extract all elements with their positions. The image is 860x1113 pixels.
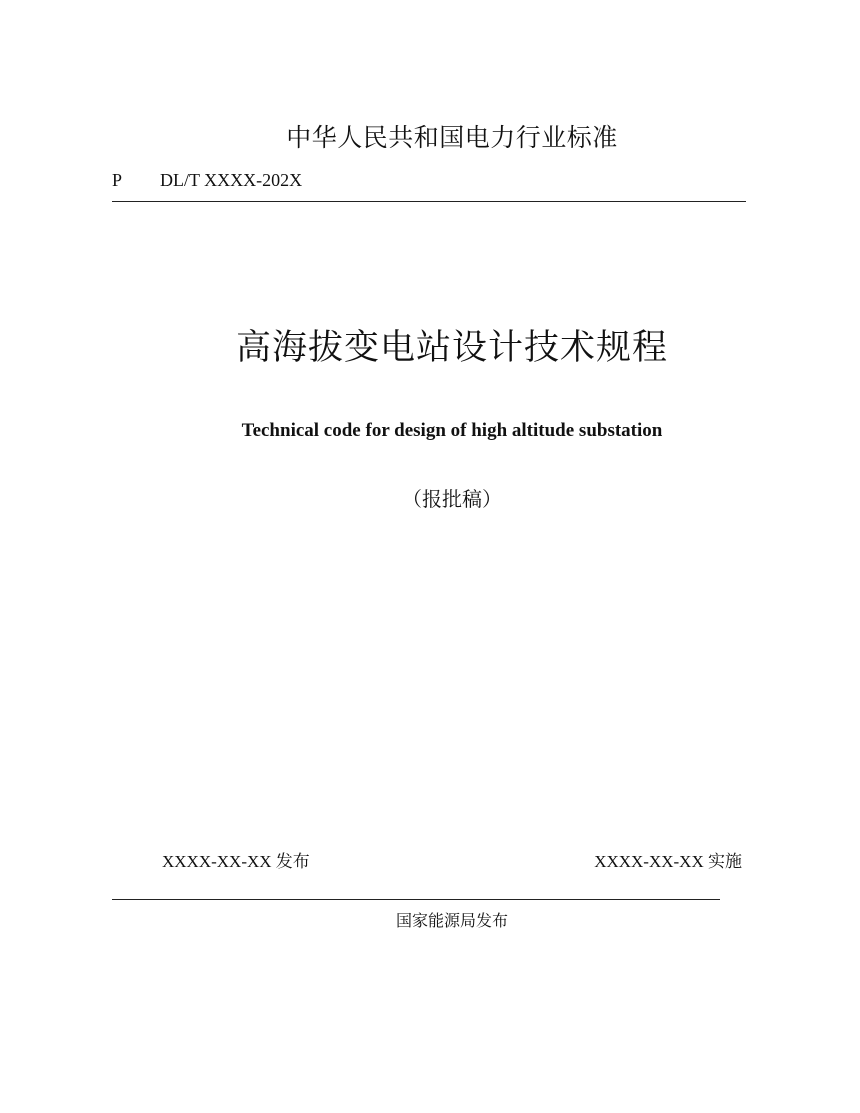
publish-date: XXXX-XX-XX 发布 — [162, 852, 310, 871]
draft-status-label: （报批稿） — [402, 489, 502, 511]
footer-divider — [112, 899, 720, 900]
issuing-authority: 国家能源局发布 — [395, 913, 508, 930]
standard-type-header: 中华人民共和国电力行业标准 — [286, 125, 618, 152]
implement-date: XXXX-XX-XX 实施 — [594, 852, 742, 871]
header-divider — [112, 201, 746, 202]
document-title-chinese: 高海拔变电站设计技术规程 — [235, 328, 668, 367]
standard-number: DL/T XXXX-202X — [160, 170, 303, 190]
classification-code: P — [112, 170, 123, 190]
document-title-english: Technical code for design of high altitude substation — [241, 420, 663, 441]
